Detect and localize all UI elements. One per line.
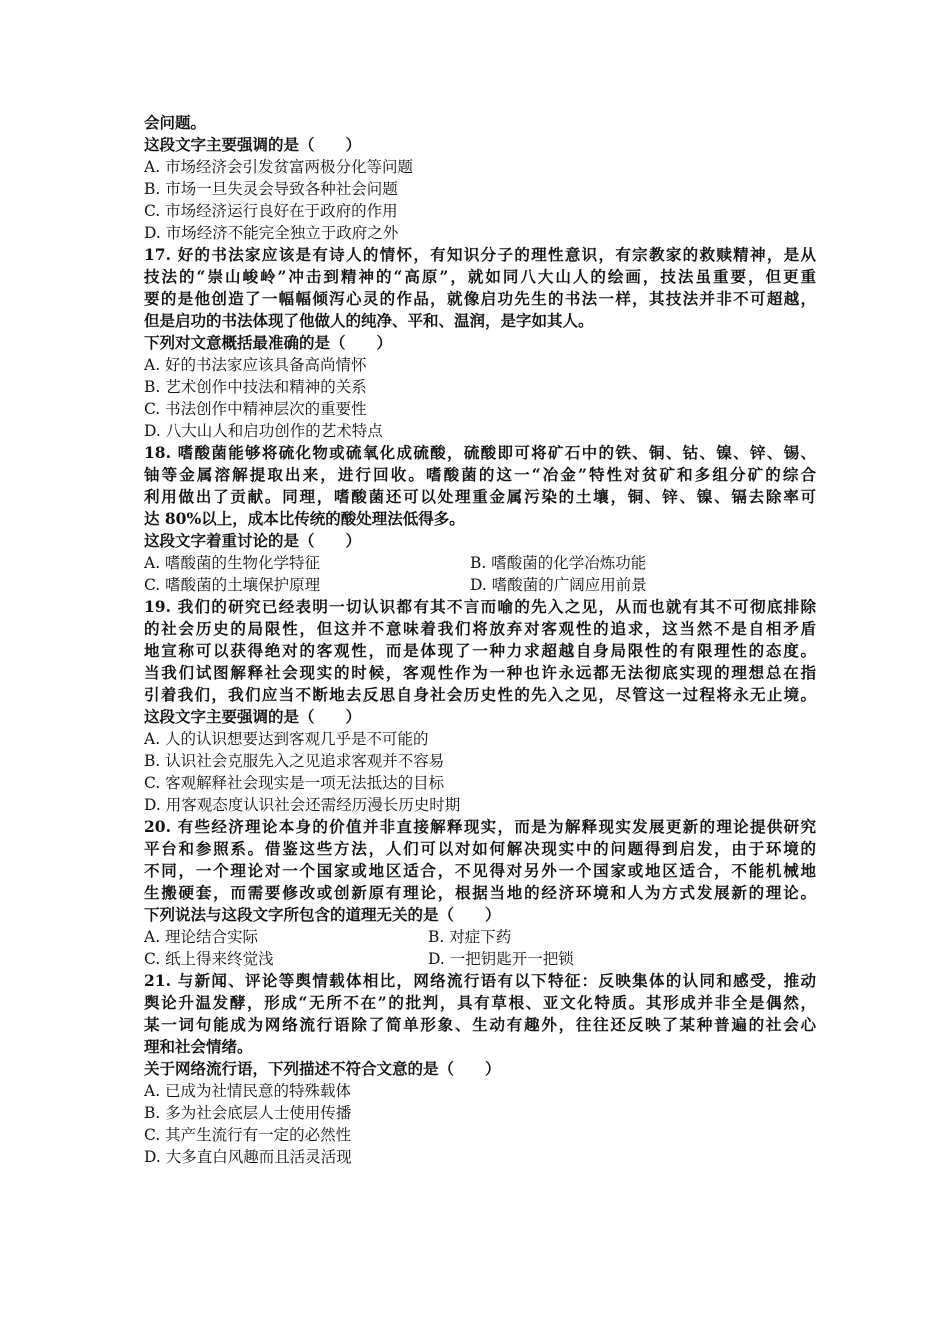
q18-text-line: 铀等金属溶解提取出来，进行回收。嗜酸菌的这一“冶金”特性对贫矿和多组分矿的综合 <box>144 465 816 484</box>
q18-text-line: 达 80%以上，成本比传统的酸处理法低得多。 <box>144 509 465 528</box>
exam-page <box>144 112 816 1168</box>
q19-text-line: 19. 我们的研究已经表明一切认识都有其不言而喻的先入之见，从而也就有其不可彻底排除 <box>144 597 816 616</box>
q18-text-line: 利用做出了贡献。同理，嗜酸菌还可以处理重金属污染的土壤，铜、锌、镍、镉去除率可 <box>144 487 816 506</box>
q20-options-row <box>144 926 816 948</box>
q17-prompt: 下列对文意概括最准确的是（ ） <box>144 333 393 352</box>
q21-text-line: 理和社会情绪。 <box>144 1037 253 1056</box>
q18-options-row <box>144 574 816 596</box>
q20-text-line: 平台和参照系。借鉴这些方法，人们可以对如何解决现实中的问题得到启发，由于环境的 <box>144 839 816 858</box>
q21-text-line: 某一词句能成为网络流行语除了简单形象、生动有趣外，往往还反映了某种普遍的社会心 <box>144 1015 816 1034</box>
q20-text-line: 生搬硬套，而需要修改或创新原有理论，根据当地的经济环境和人为方式发展新的理论。 <box>144 883 816 902</box>
q19-option-d: D. 用客观态度认识社会还需经历漫长历史时期 <box>144 796 461 814</box>
q19-text-line: 的社会历史的局限性，但这并不意味着我们将放弃对客观性的追求，这当然不是自相矛盾 <box>144 619 816 638</box>
q19-option-a: A. 人的认识想要达到客观几乎是不可能的 <box>144 730 429 748</box>
q17-text-line: 但是启功的书法体现了他做人的纯净、平和、温润，是字如其人。 <box>144 311 594 330</box>
previous-question-tail: 会问题。 <box>144 113 207 132</box>
q19-prompt: 这段文字主要强调的是（ ） <box>144 707 362 726</box>
q20-prompt: 下列说法与这段文字所包含的道理无关的是（ ） <box>144 905 501 924</box>
q20-options-row <box>144 948 816 970</box>
q20-text-line: 不同，一个理论对一个国家或地区适合，不见得对另外一个国家或地区适合，不能机械地 <box>144 861 816 880</box>
q18-option-a: A. 嗜酸菌的生物化学特征 <box>144 554 321 572</box>
q18-text-line: 18. 嗜酸菌能够将硫化物或硫氧化成硫酸，硫酸即可将矿石中的铁、铜、钴、镍、锌、锡、 <box>144 443 816 462</box>
q21-option-b: B. 多为社会底层人士使用传播 <box>144 1104 352 1122</box>
q21-text-line: 舆论升温发酵，形成“无所不在”的批判，具有草根、亚文化特质。其形成并非全是偶然， <box>144 993 816 1012</box>
q21-option-a: A. 已成为社情民意的特殊载体 <box>144 1082 352 1100</box>
q19-option-c: C. 客观解释社会现实是一项无法抵达的目标 <box>144 774 445 792</box>
q21-option-d: D. 大多直白风趣而且活灵活现 <box>144 1148 352 1166</box>
question-prompt: 这段文字主要强调的是（ ） <box>144 135 362 154</box>
q17-option-b: B. 艺术创作中技法和精神的关系 <box>144 378 367 396</box>
q19-text-line: 地宣称可以获得绝对的客观性，而是体现了一种力求超越自身局限性的有限理性的态度。 <box>144 641 816 660</box>
q18-option-d: D. 嗜酸菌的广阔应用前景 <box>470 576 647 594</box>
q18-option-b: B. 嗜酸菌的化学冶炼功能 <box>470 554 647 572</box>
q19-option-b: B. 认识社会克服先入之见追求客观并不容易 <box>144 752 445 770</box>
q17-option-d: D. 八大山人和启功创作的艺术特点 <box>144 422 383 440</box>
q17-option-a: A. 好的书法家应该具备高尚情怀 <box>144 356 367 374</box>
q21-option-c: C. 其产生流行有一定的必然性 <box>144 1126 352 1144</box>
q18-prompt: 这段文字着重讨论的是（ ） <box>144 531 362 550</box>
q19-text-line: 引着我们，我们应当不断地去反思自身社会历史性的先入之见，尽管这一过程将永无止境。 <box>144 685 816 704</box>
q17-text-line: 17. 好的书法家应该是有诗人的情怀，有知识分子的理性意识，有宗教家的救赎精神，是从 <box>144 245 816 264</box>
q20-option-b: B. 对症下药 <box>428 928 512 946</box>
q20-option-c: C. 纸上得来终觉浅 <box>144 950 274 968</box>
option-b: B. 市场一旦失灵会导致各种社会问题 <box>144 180 398 198</box>
q17-option-c: C. 书法创作中精神层次的重要性 <box>144 400 367 418</box>
q17-text-line: 技法的“崇山峻岭”冲击到精神的“高原”，就如同八大山人的绘画，技法虽重要，但更重 <box>144 267 816 286</box>
option-c: C. 市场经济运行良好在于政府的作用 <box>144 202 398 220</box>
q20-option-d: D. 一把钥匙开一把锁 <box>428 950 574 968</box>
q18-option-c: C. 嗜酸菌的土壤保护原理 <box>144 576 321 594</box>
q17-text-line: 要的是他创造了一幅幅倾泻心灵的作品，就像启功先生的书法一样，其技法并非不可超越， <box>144 289 816 308</box>
option-a: A. 市场经济会引发贫富两极分化等问题 <box>144 158 414 176</box>
q18-options-row <box>144 552 816 574</box>
q21-prompt: 关于网络流行语，下列描述不符合文意的是（ ） <box>144 1059 501 1078</box>
q20-text-line: 20. 有些经济理论本身的价值并非直接解释现实，而是为解释现实发展更新的理论提供研究 <box>144 817 816 836</box>
q20-option-a: A. 理论结合实际 <box>144 928 259 946</box>
option-d: D. 市场经济不能完全独立于政府之外 <box>144 224 399 242</box>
q21-text-line: 21. 与新闻、评论等舆情载体相比，网络流行语有以下特征：反映集体的认同和感受，推动 <box>144 971 816 990</box>
q19-text-line: 当我们试图解释社会现实的时候，客观性作为一种也许永远都无法彻底实现的理想总在指 <box>144 663 816 682</box>
